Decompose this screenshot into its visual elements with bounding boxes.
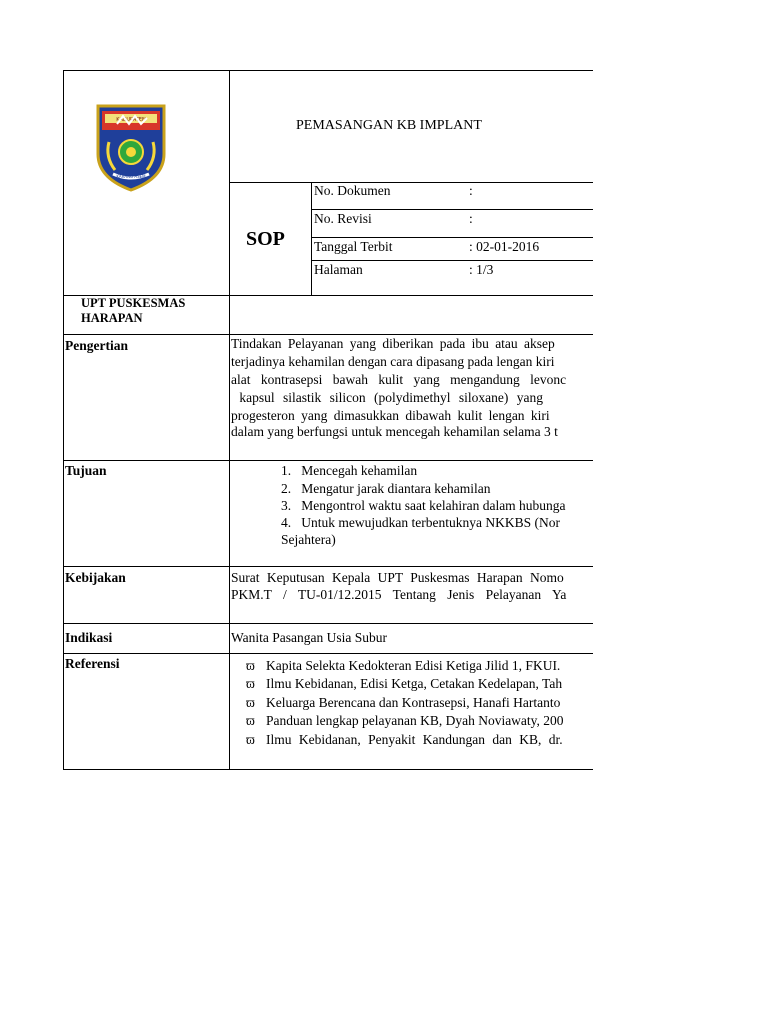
referensi-label: Referensi xyxy=(65,656,120,671)
org-name-line1: UPT PUSKESMAS xyxy=(81,296,186,310)
kebijakan-label: Kebijakan xyxy=(65,570,126,585)
border-left xyxy=(63,70,64,770)
indikasi-text: Wanita Pasangan Usia Subur xyxy=(231,630,388,645)
document-title: PEMASANGAN KB IMPLANT xyxy=(296,118,482,133)
reference-item: Ilmu Kebidanan, Penyakit Kandungan dan KB, dr. xyxy=(266,732,563,747)
reference-item: Panduan lengkap pelayanan KB, Dyah Noviawaty, 200 xyxy=(266,713,564,728)
no-dokumen-label: No. Dokumen xyxy=(314,183,391,198)
sop-label: SOP xyxy=(246,228,285,250)
no-revisi-value: : xyxy=(469,211,473,226)
logo-lettering: KABUPATEN xyxy=(116,117,146,123)
section-divider xyxy=(63,653,593,654)
reference-item: Ilmu Kebidanan, Edisi Ketga, Cetakan Kedelapan, Tah xyxy=(266,676,563,691)
no-revisi-label: No. Revisi xyxy=(314,211,372,226)
logo-motto: KARANG ASEM xyxy=(116,174,146,179)
tujuan-continuation: Sejahtera) xyxy=(281,532,336,547)
indikasi-label: Indikasi xyxy=(65,630,113,645)
column-divider xyxy=(229,70,230,770)
tujuan-label: Tujuan xyxy=(65,463,107,478)
sop-cell-divider xyxy=(311,182,312,295)
sop-document xyxy=(63,70,593,770)
pengertian-line: terjadinya kehamilan dengan cara dipasang pada lengan kiri xyxy=(231,354,555,369)
regency-emblem-logo xyxy=(95,102,167,192)
org-name-line2: HARAPAN xyxy=(81,311,143,325)
section-divider xyxy=(63,566,593,567)
reference-bullet: ϖ xyxy=(246,676,255,691)
info-row-divider xyxy=(311,260,593,261)
reference-bullet: ϖ xyxy=(246,732,255,747)
reference-item: Kapita Selekta Kedokteran Edisi Ketiga Jilid 1, FKUI. xyxy=(266,658,561,673)
tanggal-terbit-label: Tanggal Terbit xyxy=(314,239,393,254)
reference-bullet: ϖ xyxy=(246,713,255,728)
reference-item: Keluarga Berencana dan Kontrasepsi, Hanafi Hartanto xyxy=(266,695,561,710)
reference-bullet: ϖ xyxy=(246,695,255,710)
tujuan-item: 2. Mengatur jarak diantara kehamilan xyxy=(281,481,491,496)
org-row-divider xyxy=(63,334,593,335)
info-row-divider xyxy=(311,209,593,210)
pengertian-line: dalam yang berfungsi untuk mencegah kehamilan selama 3 t xyxy=(231,424,558,439)
pengertian-line: Tindakan Pelayanan yang diberikan pada ibu atau aksep xyxy=(231,336,555,351)
reference-bullet: ϖ xyxy=(246,658,255,673)
info-row-divider xyxy=(311,237,593,238)
tujuan-item: 4. Untuk mewujudkan terbentuknya NKKBS (Nor xyxy=(281,515,560,530)
tujuan-item: 3. Mengontrol waktu saat kelahiran dalam hubunga xyxy=(281,498,566,513)
pengertian-line: kapsul silastik silicon (polydimethyl siloxane) yang xyxy=(231,390,543,405)
pengertian-line: alat kontrasepsi bawah kulit yang mengandung levonc xyxy=(231,372,567,387)
border-bottom xyxy=(63,769,593,770)
border-top xyxy=(63,70,593,71)
section-divider xyxy=(63,460,593,461)
halaman-label: Halaman xyxy=(314,262,363,277)
title-row-divider xyxy=(229,182,593,183)
tujuan-item: 1. Mencegah kehamilan xyxy=(281,463,418,478)
pengertian-line: progesteron yang dimasukkan dibawah kulit lengan kiri xyxy=(231,408,550,423)
kebijakan-line: Surat Keputusan Kepala UPT Puskesmas Harapan Nomo xyxy=(231,570,564,585)
pengertian-label: Pengertian xyxy=(65,338,128,353)
tanggal-terbit-value: : 02-01-2016 xyxy=(469,239,540,254)
kebijakan-line: PKM.T / TU-01/12.2015 Tentang Jenis Pelayanan Ya xyxy=(231,587,567,602)
halaman-value: : 1/3 xyxy=(469,262,494,277)
section-divider xyxy=(63,623,593,624)
no-dokumen-value: : xyxy=(469,183,473,198)
